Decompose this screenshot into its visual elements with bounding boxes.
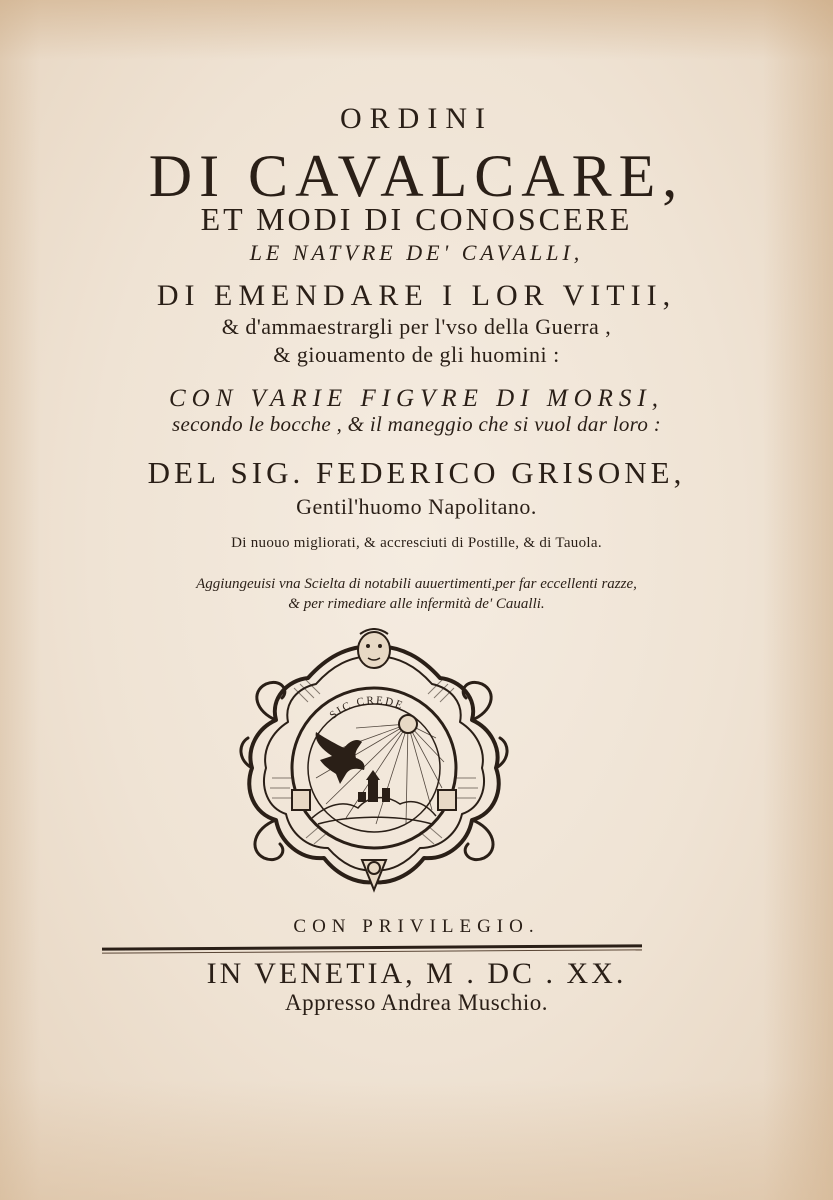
title-line-figvre-morsi: CON VARIE FIGVRE DI MORSI, bbox=[168, 385, 665, 412]
title-line-ordini: ORDINI bbox=[340, 102, 493, 135]
title-line-natvre: LE NATVRE DE' CAVALLI, bbox=[249, 240, 584, 265]
edition-note: Di nuouo migliorati, & accresciuti di Postille, & di Tauola. bbox=[231, 535, 602, 551]
title-line-et-modi: ET MODI DI CONOSCERE bbox=[200, 201, 633, 237]
author-name: DEL SIG. FEDERICO GRISONE, bbox=[147, 455, 686, 490]
title-line-guerra: & d'ammaestrargli per l'vso della Guerra , bbox=[221, 314, 612, 339]
device-motto: SIC CREDE bbox=[327, 694, 406, 722]
imprint-printer: Appresso Andrea Muschio. bbox=[284, 990, 549, 1015]
svg-text:SIC CREDE bbox=[327, 694, 405, 721]
addition-line-1: Aggiungeuisi vna Scielta di notabili auuertimenti,per far eccellenti razze, bbox=[196, 576, 637, 592]
paper-stain-top bbox=[0, 0, 833, 60]
title-line-bocche: secondo le bocche , & il maneggio che si vuol dar loro : bbox=[171, 412, 661, 436]
printers-device-eagle-sun-icon bbox=[236, 628, 512, 898]
privilege-line: CON PRIVILEGIO. bbox=[293, 916, 540, 937]
title-line-emendare: DI EMENDARE I LOR VITII, bbox=[156, 279, 677, 312]
paper-stain-bottom bbox=[0, 1080, 833, 1200]
imprint-place-date: IN VENETIA, M . DC . XX. bbox=[206, 957, 627, 990]
author-title: Gentil'huomo Napolitano. bbox=[296, 494, 537, 519]
addition-line-2: & per rimediare alle infermità de' Caualli. bbox=[288, 596, 545, 612]
title-line-giouamento: & giouamento de gli huomini : bbox=[273, 342, 560, 367]
title-line-di-cavalcare: DI CAVALCARE, bbox=[148, 143, 685, 209]
